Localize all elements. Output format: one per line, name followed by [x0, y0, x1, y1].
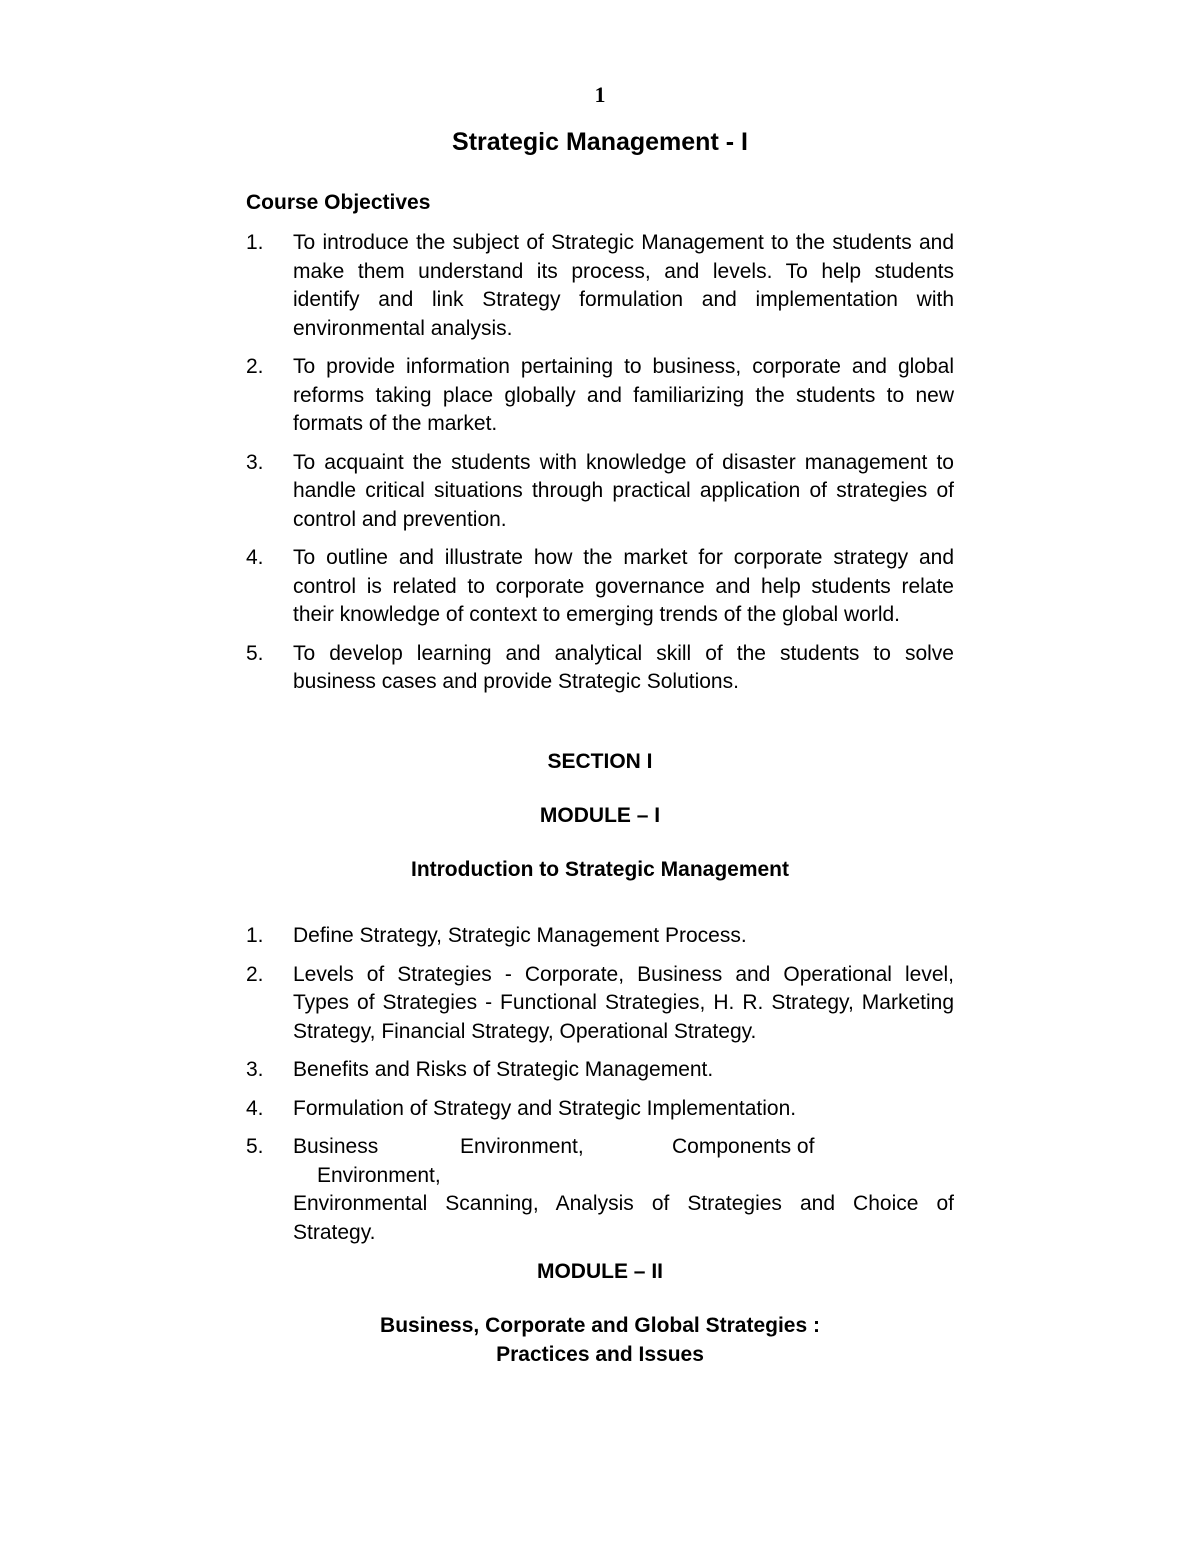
list-item [246, 640, 954, 697]
list-item-text: To outline and illustrate how the market for corporate strategy and control is related to corporate governance and help students relate their knowledge of context to emerging trends of the global world. [293, 546, 954, 626]
list-item-text: Business [293, 1135, 379, 1158]
module-1-heading: MODULE – I [539, 804, 661, 827]
list-item-number: 5. [246, 641, 264, 665]
list-item [246, 449, 954, 535]
list-item-number: 1. [246, 924, 264, 947]
module-1-list [246, 922, 954, 1247]
list-item-text: Environment, [460, 1135, 584, 1158]
page-number: 1 [594, 82, 606, 107]
list-item-number: 4. [246, 1096, 264, 1120]
list-item [246, 1095, 954, 1124]
list-item-line [293, 1133, 954, 1162]
list-item [246, 1056, 954, 1085]
list-item-number: 5. [246, 1135, 264, 1158]
page-title: Strategic Management - I [452, 128, 748, 156]
module-1-title: Introduction to Strategic Management [410, 858, 790, 881]
list-item-text: Define Strategy, Strategic Management Process. [293, 924, 747, 947]
list-item-text: Levels of Strategies - Corporate, Business and Operational level, Types of Strategies - Functional Strategies, H. R. Strategy, Marketing Strategy, Financial Strategy, Operational Strategy. [293, 962, 954, 1043]
list-item-text: Environmental Scanning, Analysis of Strategies and Choice of Strategy. [293, 1192, 954, 1244]
list-item [246, 1133, 954, 1247]
module-2-heading: MODULE – II [536, 1260, 663, 1283]
list-item-number: 1. [246, 231, 264, 254]
list-item-text: To provide information pertaining to business, corporate and global reforms taking place globally and familiarizing the students to new formats of the market. [293, 355, 954, 435]
list-item-text: Benefits and Risks of Strategic Management. [293, 1058, 714, 1081]
course-objectives-list [246, 229, 954, 697]
list-item-text: Environment, [317, 1163, 441, 1187]
list-item-number: 2. [246, 355, 264, 378]
list-item-text: To develop learning and analytical skill of the students to solve business cases and provide Strategic Solutions. [293, 641, 954, 693]
list-item [246, 961, 954, 1047]
list-item-number: 4. [246, 546, 264, 569]
list-item [246, 922, 954, 951]
list-item-text: To introduce the subject of Strategic Management to the students and make them understand its process, and levels. To help students identify and link Strategy formulation and implementation with environmental analysis. [293, 231, 954, 340]
list-item-number: 2. [246, 962, 264, 986]
course-objectives-heading: Course Objectives [246, 191, 431, 214]
list-item-number: 3. [246, 1058, 264, 1081]
list-item [246, 229, 954, 343]
list-item-text: Components of [672, 1135, 815, 1158]
list-item-number: 3. [246, 450, 264, 474]
list-item-text: To acquaint the students with knowledge of disaster management to handle critical situations through practical application of strategies of control and prevention. [293, 450, 954, 531]
section-heading: SECTION I [547, 750, 653, 773]
list-item-text: Formulation of Strategy and Strategic Implementation. [293, 1096, 797, 1120]
list-item [246, 353, 954, 439]
module-2-title: Business, Corporate and Global Strategies : [380, 1314, 820, 1337]
module-2-title-line-2: Practices and Issues [496, 1343, 704, 1366]
list-item [246, 544, 954, 630]
